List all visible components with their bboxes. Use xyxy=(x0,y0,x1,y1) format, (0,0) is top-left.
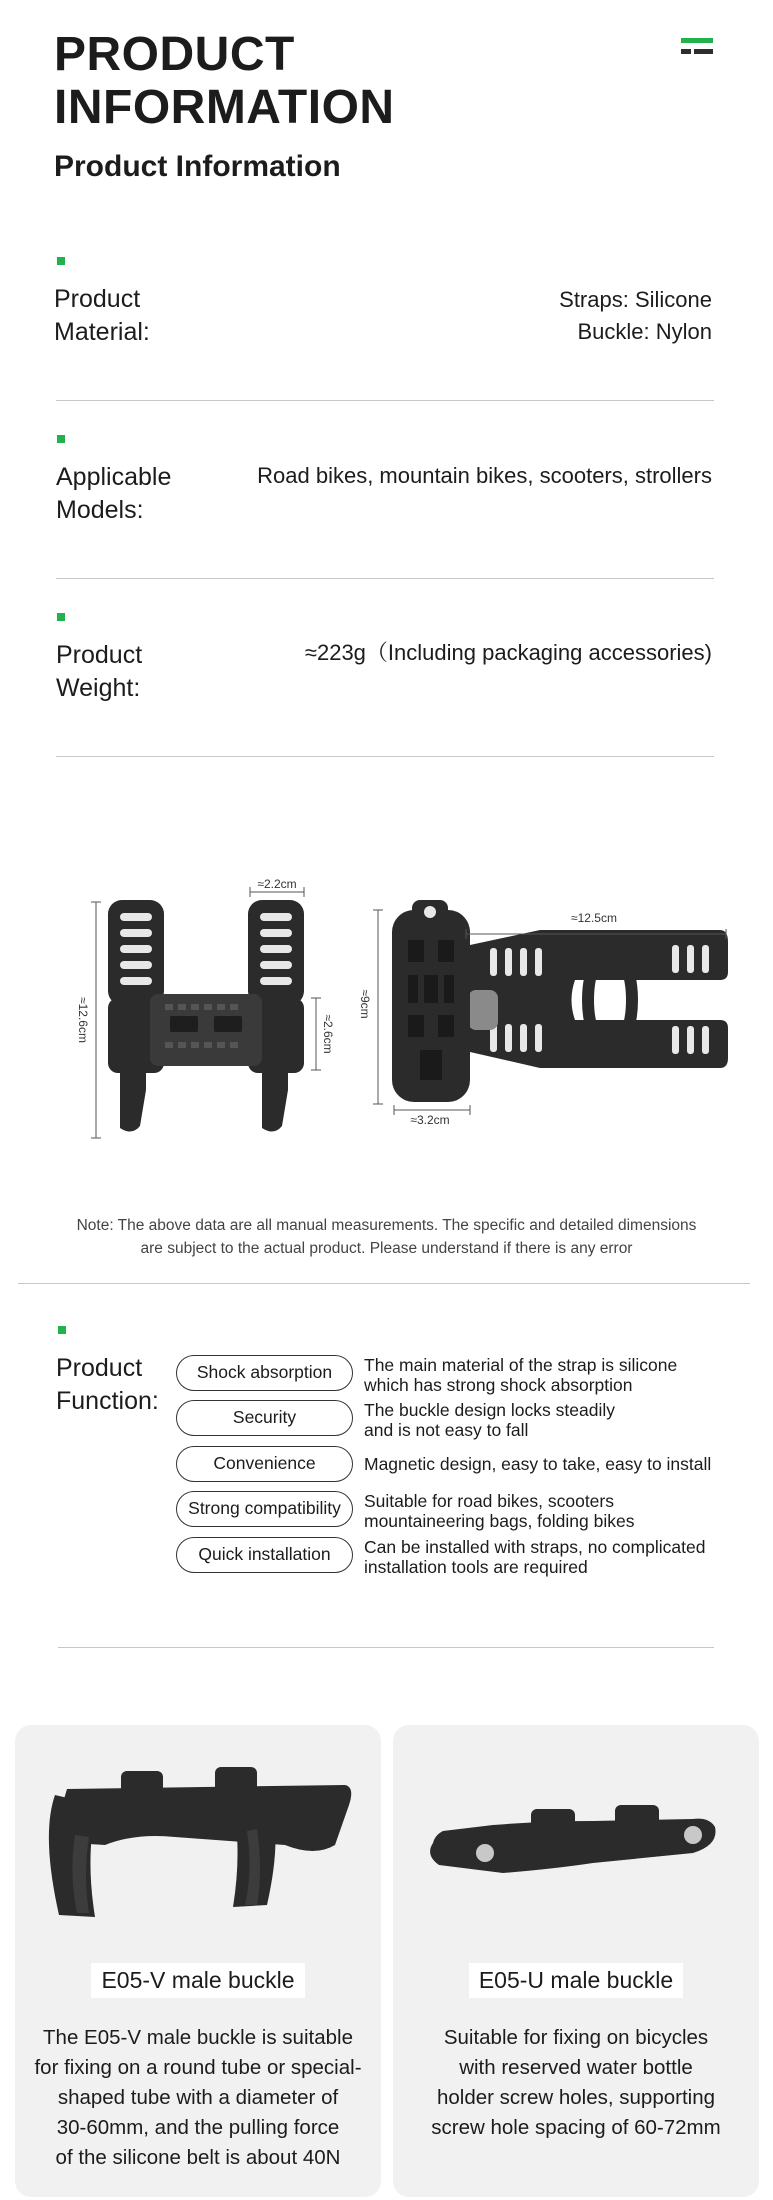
dim-holder-height: ≈12.6cm xyxy=(76,997,90,1043)
dim-buckle-height: ≈2.6cm xyxy=(321,1014,335,1054)
function-pill: Quick installation xyxy=(176,1537,353,1573)
spec-value-material: Straps: Silicone Buckle: Nylon xyxy=(559,287,712,344)
spec-value-weight: ≈223g（Including packaging accessories) xyxy=(304,640,712,665)
function-pill: Shock absorption xyxy=(176,1355,353,1391)
function-pill: Strong compatibility xyxy=(176,1491,353,1527)
e05-u-buckle-image xyxy=(393,1725,759,1965)
function-label: Product Function: xyxy=(56,1354,159,1415)
function-desc: The main material of the strap is silicone which has strong shock absorption xyxy=(364,1355,678,1395)
spec-label-weight: Product Weight: xyxy=(56,641,143,702)
measurement-note: Note: The above data are all manual measurements. The specific and detailed dimensions are subject to the actual product. Please understand if there is any error xyxy=(76,1217,697,1257)
divider xyxy=(56,756,714,757)
dimension-diagram xyxy=(0,860,773,1140)
spec-label-models: Applicable Models: xyxy=(56,463,172,524)
function-desc: The buckle design locks steadily and is not easy to fall xyxy=(364,1400,615,1440)
product-name: E05-U male buckle xyxy=(393,1963,759,1998)
title-line-2: INFORMATION xyxy=(54,81,395,134)
page-title xyxy=(54,28,395,134)
title-line-1: PRODUCT xyxy=(54,28,295,81)
divider xyxy=(58,1647,714,1648)
divider xyxy=(56,578,714,579)
dim-mount-width: ≈3.2cm xyxy=(410,1113,450,1127)
strap-holder-front-view xyxy=(108,900,304,1132)
bullet-icon xyxy=(58,1326,66,1334)
divider xyxy=(56,400,714,401)
dim-strap-length: ≈12.5cm xyxy=(571,911,617,925)
product-description: Suitable for fixing on bicycles with reserved water bottle holder screw holes, supporting screw hole spacing of 60-72mm xyxy=(431,2026,721,2139)
function-desc: Can be installed with straps, no complicated installation tools are required xyxy=(364,1537,706,1577)
function-desc: Magnetic design, easy to take, easy to install xyxy=(364,1454,712,1474)
function-pill: Convenience xyxy=(176,1446,353,1482)
product-card-e05-v xyxy=(15,1725,381,2197)
bullet-icon xyxy=(57,613,65,621)
spec-value-models: Road bikes, mountain bikes, scooters, strollers xyxy=(257,463,712,488)
dim-mount-height: ≈9cm xyxy=(358,989,372,1019)
function-desc: Suitable for road bikes, scooters mountaineering bags, folding bikes xyxy=(364,1491,635,1531)
bullet-icon xyxy=(57,435,65,443)
dim-strap-width: ≈2.2cm xyxy=(257,877,297,891)
spec-label-material: Product Material: xyxy=(54,285,150,346)
product-description: The E05-V male buckle is suitable for fixing on a round tube or special- shaped tube with a diameter of 30-60mm, and the pulling force of the silicone belt is about 40N xyxy=(34,2026,362,2169)
brand-logo-icon xyxy=(681,38,713,58)
product-name: E05-V male buckle xyxy=(15,1963,381,1998)
product-card-e05-u xyxy=(393,1725,759,2197)
phone-mount-side-view xyxy=(392,900,728,1102)
page-subtitle: Product Information xyxy=(54,150,341,183)
divider xyxy=(18,1283,750,1284)
bullet-icon xyxy=(57,257,65,265)
e05-v-buckle-image xyxy=(15,1725,381,1965)
function-pill: Security xyxy=(176,1400,353,1436)
